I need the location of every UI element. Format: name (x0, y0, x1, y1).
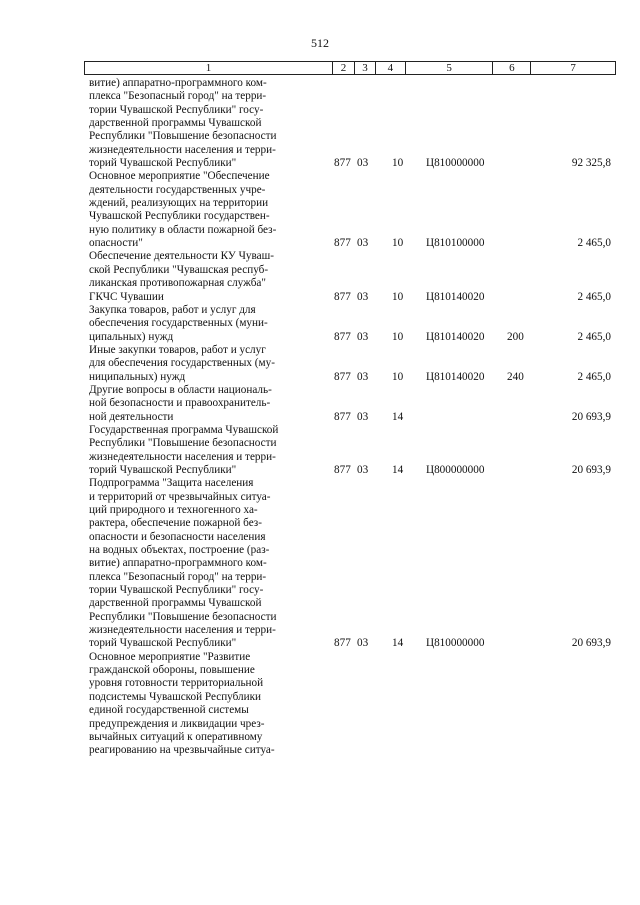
description-line: тории Чувашской Республики" госу- (89, 103, 264, 116)
row-codes (89, 410, 617, 424)
table-row (89, 77, 617, 170)
header-col-5: 5 (406, 62, 494, 74)
code-pr-cell: 14 (392, 410, 404, 423)
header-col-1: 1 (85, 62, 333, 74)
description-line: на водных объектах, построение (раз- (89, 544, 270, 557)
description-line: вычайных ситуаций к оперативному (89, 730, 263, 743)
description-line: единой государственной системы (89, 704, 249, 717)
description-line: Государственная программа Чувашской (89, 423, 279, 436)
code-pr-cell: 10 (392, 330, 404, 343)
description-line: жизнедеятельности населения и терри- (89, 143, 276, 156)
code-vr-cell: 200 (507, 330, 524, 343)
row-description (89, 651, 312, 758)
description-line: витие) аппаратно-программного ком- (89, 557, 267, 570)
header-col-3: 3 (355, 62, 376, 74)
code-gr-cell: 877 (334, 157, 351, 170)
table-row (89, 477, 617, 650)
description-line: ций природного и техногенного ха- (89, 504, 258, 516)
description-line: торий Чувашской Республики" (89, 463, 237, 476)
description-line: жизнедеятельности населения и терри- (89, 450, 276, 463)
description-line: подсистемы Чувашской Республики (89, 690, 262, 703)
budget-table-body (89, 77, 617, 758)
description-line: ной деятельности (89, 410, 174, 423)
page-number: 512 (311, 36, 329, 50)
description-line: жизнедеятельности населения и терри- (89, 624, 276, 637)
code-rz-cell: 03 (357, 463, 369, 476)
description-line: Республики "Повышение безопасности (89, 437, 277, 450)
code-rz-cell: 03 (357, 370, 369, 383)
row-description (89, 477, 312, 650)
code-gr-cell: 877 (334, 370, 351, 383)
code-pr-cell: 10 (392, 290, 404, 303)
description-line: ликанская противопожарная служба" (89, 277, 266, 290)
amount-cell: 20 693,9 (571, 637, 611, 650)
code-gr-cell: 877 (334, 237, 351, 250)
description-line: Чувашской Республики государствен- (89, 210, 270, 223)
description-line: Республики "Повышение безопасности (89, 130, 277, 143)
amount-cell: 20 693,9 (571, 463, 611, 476)
table-row (89, 424, 617, 477)
code-pr-cell: 10 (392, 237, 404, 250)
code-cs-cell: Ц810000000 (426, 637, 485, 650)
row-codes (89, 463, 617, 477)
description-line: Обеспечение деятельности КУ Чуваш- (89, 250, 274, 263)
description-line: Республики "Повышение безопасности (89, 610, 277, 623)
description-line: Подпрограмма "Защита населения (89, 477, 254, 490)
description-line: плекса "Безопасный город" на терри- (89, 570, 267, 583)
description-line: ской Республики "Чувашская респуб- (89, 263, 269, 276)
code-gr-cell: 877 (334, 637, 351, 650)
description-line: опасности и безопасности населения (89, 530, 266, 543)
header-col-7: 7 (570, 62, 576, 74)
description-line: дарственной программы Чувашской (89, 597, 262, 610)
code-gr-cell: 877 (334, 410, 351, 423)
amount-cell: 2 465,0 (577, 237, 611, 250)
description-line: рактера, обеспечение пожарной без- (89, 517, 262, 530)
description-line: для обеспечения государственных (му- (89, 357, 275, 370)
row-codes (89, 236, 617, 250)
description-line: и территорий от чрезвычайных ситуа- (89, 490, 271, 503)
code-pr-cell: 14 (392, 637, 404, 650)
amount-cell: 92 325,8 (571, 157, 611, 170)
amount-cell: 2 465,0 (577, 330, 611, 343)
table-row (89, 250, 617, 303)
row-codes (89, 744, 617, 758)
description-line: ную политику в области пожарной без- (89, 223, 277, 236)
description-line: ждений, реализующих на территории (89, 197, 269, 210)
row-codes (89, 330, 617, 344)
description-line: Основное мероприятие "Обеспечение (89, 170, 270, 183)
description-line: ной безопасности и правоохранитель- (89, 397, 271, 410)
code-cs-cell: Ц810140020 (426, 370, 485, 383)
code-gr-cell: 877 (334, 463, 351, 476)
table-row (89, 651, 617, 758)
description-line: опасности" (89, 237, 143, 250)
table-row (89, 344, 617, 384)
table-row (89, 304, 617, 344)
code-cs-cell: Ц810000000 (426, 157, 485, 170)
code-gr-cell: 877 (334, 290, 351, 303)
code-cs-cell: Ц810140020 (426, 290, 485, 303)
row-codes (89, 370, 617, 384)
description-line: Закупка товаров, работ и услуг для (89, 303, 256, 316)
header-col-2: 2 (333, 62, 355, 74)
code-gr-cell: 877 (334, 330, 351, 343)
code-cs-cell: Ц810140020 (426, 330, 485, 343)
code-pr-cell: 14 (392, 463, 404, 476)
code-rz-cell: 03 (357, 637, 369, 650)
description-line: гражданской обороны, повышение (89, 664, 255, 677)
code-cs-cell: Ц810100000 (426, 237, 485, 250)
description-line: ГКЧС Чувашии (89, 290, 164, 303)
code-pr-cell: 10 (392, 157, 404, 170)
row-codes (89, 156, 617, 170)
code-rz-cell: 03 (357, 290, 369, 303)
code-vr-cell: 240 (507, 370, 524, 383)
description-line: Иные закупки товаров, работ и услуг (89, 343, 266, 356)
description-line: ципальных) нужд (89, 330, 174, 343)
amount-cell: 20 693,9 (571, 410, 611, 423)
description-line: плекса "Безопасный город" на терри- (89, 90, 267, 103)
description-line: уровня готовности территориальной (89, 677, 264, 690)
code-rz-cell: 03 (357, 237, 369, 250)
code-rz-cell: 03 (357, 330, 369, 343)
description-line: Основное мероприятие "Развитие (89, 650, 251, 663)
header-col-6: 6 (493, 62, 531, 74)
table-header (84, 61, 616, 75)
header-col-4: 4 (376, 62, 406, 74)
code-rz-cell: 03 (357, 157, 369, 170)
amount-cell: 2 465,0 (577, 290, 611, 303)
description-line: предупреждения и ликвидации чрез- (89, 717, 265, 730)
row-codes (89, 637, 617, 651)
code-rz-cell: 03 (357, 410, 369, 423)
description-line: торий Чувашской Республики" (89, 157, 237, 170)
description-line: обеспечения государственных (муни- (89, 317, 268, 330)
row-codes (89, 290, 617, 304)
description-line: реагированию на чрезвычайные ситуа- (89, 744, 275, 757)
description-line: деятельности государственных учре- (89, 183, 266, 196)
amount-cell: 2 465,0 (577, 370, 611, 383)
table-row (89, 170, 617, 250)
description-line: торий Чувашской Республики" (89, 637, 237, 650)
description-line: витие) аппаратно-программного ком- (89, 77, 267, 89)
description-line: тории Чувашской Республики" госу- (89, 584, 264, 597)
description-line: ниципальных) нужд (89, 370, 186, 383)
description-line: Другие вопросы в области националь- (89, 383, 272, 396)
description-line: дарственной программы Чувашской (89, 117, 262, 130)
table-row (89, 384, 617, 424)
code-pr-cell: 10 (392, 370, 404, 383)
code-cs-cell: Ц800000000 (426, 463, 485, 476)
